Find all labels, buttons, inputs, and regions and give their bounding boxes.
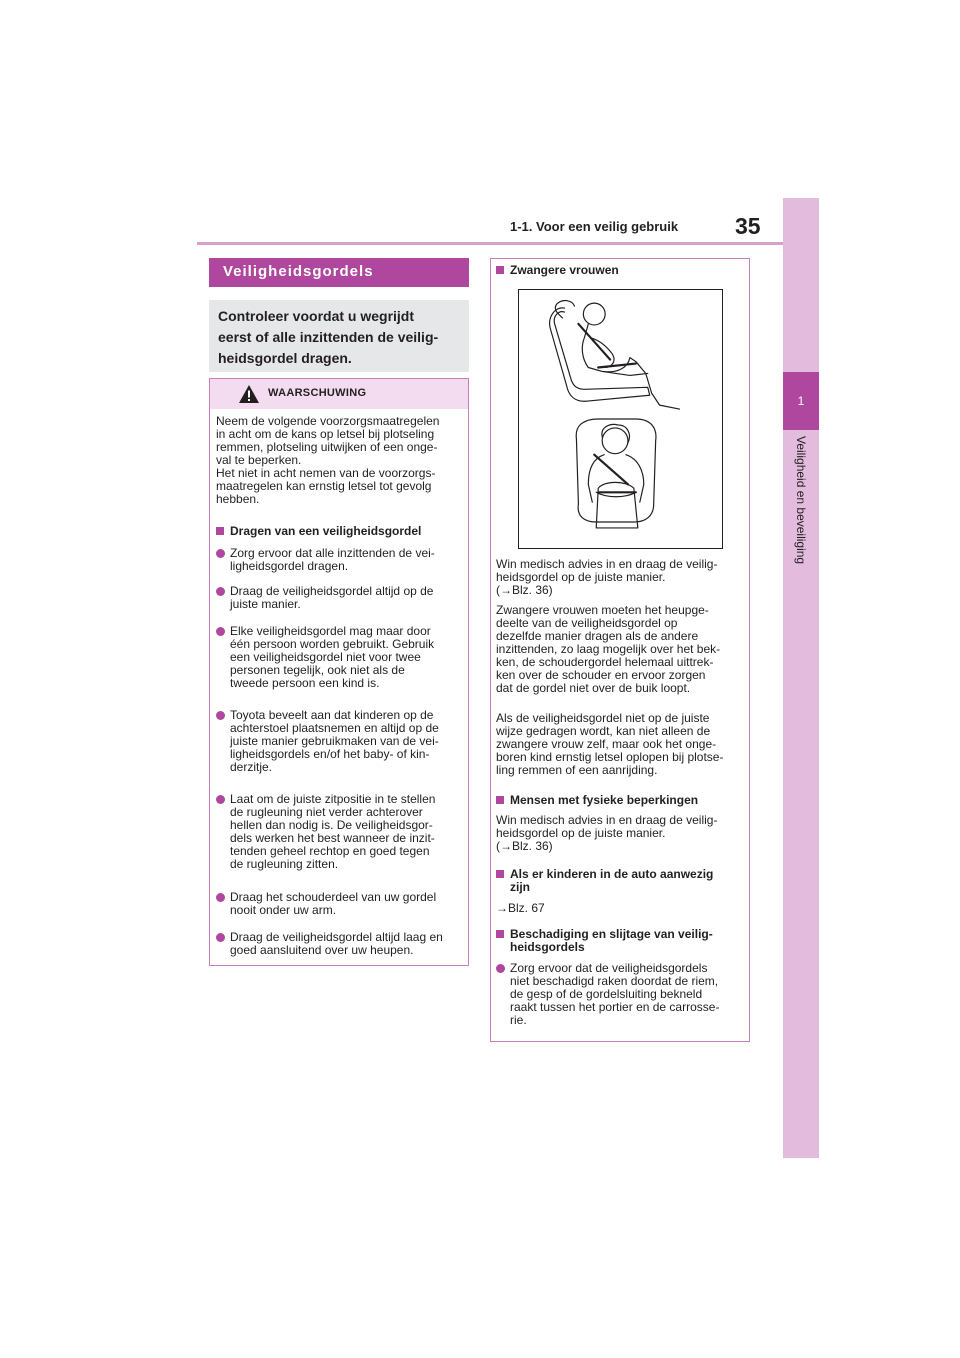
bullet-dot-icon xyxy=(216,711,225,720)
text-line: ligheidsgordel dragen. xyxy=(230,559,349,573)
text-line: personen tegelijk, ook niet als de xyxy=(230,663,405,677)
text-line: ling remmen of een aanrijding. xyxy=(496,763,658,777)
intro-box xyxy=(209,300,469,372)
intro-line: eerst of alle inzittenden de veilig- xyxy=(218,329,439,345)
square-bullet-icon xyxy=(496,796,504,804)
heading-text: heidsgordels xyxy=(510,940,585,954)
warning-intro xyxy=(216,415,466,506)
heading-text: zijn xyxy=(510,880,530,894)
header-rule xyxy=(197,242,783,245)
text-line: Neem de volgende voorzorgsmaatregelen xyxy=(216,414,440,428)
text-line: ken, de schoudergordel helemaal uittrek- xyxy=(496,655,714,669)
heading-text: Mensen met fysieke beperkingen xyxy=(510,793,699,807)
text-line: Zorg ervoor dat alle inzittenden de vei- xyxy=(230,546,435,560)
text-line: hellen dan nodig is. De veiligheidsgor- xyxy=(230,818,433,832)
warning-bullet xyxy=(216,931,466,957)
chapter-label-text: Veiligheid en beveiliging xyxy=(794,436,808,565)
heading-text: Beschadiging en slijtage van veilig- xyxy=(510,927,713,941)
text-line: nooit onder uw arm. xyxy=(230,903,337,917)
text-line: inzittenden, zo laag mogelijk over het bek- xyxy=(496,642,721,656)
bullet-dot-icon xyxy=(216,627,225,636)
chapter-number-tab[interactable]: 1 xyxy=(783,372,819,430)
heading-text: Als er kinderen in de auto aanwezig xyxy=(510,867,714,881)
warning-title: WAARSCHUWING xyxy=(268,387,367,399)
text-line: Het niet in acht nemen van de voorzorgs- xyxy=(216,466,436,480)
warning-bullet xyxy=(216,585,466,611)
intro-line: Controleer voordat u wegrijdt xyxy=(218,308,415,324)
text-line: Draag de veiligheidsgordel altijd op de xyxy=(230,584,434,598)
text-line: Draag het schouderdeel van uw gordel xyxy=(230,890,437,904)
text-line: Elke veiligheidsgordel mag maar door xyxy=(230,624,431,638)
text-line: dezelfde manier dragen als de andere xyxy=(496,629,699,643)
warning-header xyxy=(210,379,468,409)
intro-line: heidsgordel dragen. xyxy=(218,350,352,366)
pregnant-para-2 xyxy=(496,604,746,695)
side-tab xyxy=(783,198,819,1158)
text-line: rie. xyxy=(510,1013,527,1027)
pregnant-para-3 xyxy=(496,712,746,777)
text-line: een veiligheidsgordel niet voor twee xyxy=(230,650,421,664)
text-line: derzitje. xyxy=(230,760,273,774)
text-line: Toyota beveelt aan dat kinderen op de xyxy=(230,708,434,722)
section-heading-text: Veiligheidsgordels xyxy=(223,263,374,280)
text-line: de rugleuning niet verder achterover xyxy=(230,805,423,819)
text-line: Win medisch advies in en draag de veilig- xyxy=(496,813,718,827)
disabled-heading xyxy=(496,794,746,807)
heading-text: Zwangere vrouwen xyxy=(510,263,619,277)
text-line: val te beperken. xyxy=(216,453,302,467)
text-line: de rugleuning zitten. xyxy=(230,857,339,871)
text-line: dels werken het best wanneer de inzit- xyxy=(230,831,435,845)
text-line: Laat om de juiste zitpositie in te stellen xyxy=(230,792,436,806)
chapter-label xyxy=(783,436,819,636)
subheading-text: Dragen van een veiligheidsgordel xyxy=(230,524,422,538)
disabled-para xyxy=(496,814,746,853)
square-bullet-icon xyxy=(496,870,504,878)
text-line: Zorg ervoor dat de veiligheidsgordels xyxy=(510,961,708,975)
text-line: deelte van de veiligheidsgordel op xyxy=(496,616,678,630)
text-line: raakt tussen het portier en de carrosse- xyxy=(510,1000,720,1014)
bullet-dot-icon xyxy=(216,933,225,942)
warning-bullet xyxy=(216,793,466,871)
text-line: Als de veiligheidsgordel niet op de juiste xyxy=(496,711,710,725)
damage-bullet xyxy=(496,962,746,1027)
text-line: in acht om de kans op letsel bij plotseling xyxy=(216,427,435,441)
text-line: achterstoel plaatsnemen en altijd op de xyxy=(230,721,439,735)
text-line: heidsgordel op de juiste manier. xyxy=(496,826,666,840)
bullet-dot-icon xyxy=(496,964,505,973)
text-line: de gesp of de gordelsluiting bekneld xyxy=(510,987,703,1001)
warning-bullet xyxy=(216,547,466,573)
page-link[interactable]: (→Blz. 36) xyxy=(496,583,553,597)
pregnant-heading xyxy=(496,264,746,277)
pregnant-seatbelt-illustration xyxy=(518,289,723,549)
warning-subheading xyxy=(216,525,466,538)
warning-bullet xyxy=(216,625,466,690)
text-line: Draag de veiligheidsgordel altijd laag en xyxy=(230,930,443,944)
text-line: boren kind ernstig letsel oplopen bij plotse- xyxy=(496,750,724,764)
warning-box xyxy=(209,378,469,966)
text-line: heidsgordel op de juiste manier. xyxy=(496,570,666,584)
page-link[interactable]: (→Blz. 36) xyxy=(496,839,553,853)
text-line: ken over de schouder en ervoor zorgen xyxy=(496,668,706,682)
text-line: hebben. xyxy=(216,492,260,506)
text-line: zwangere vrouw zelf, maar ook het onge- xyxy=(496,737,717,751)
bullet-dot-icon xyxy=(216,893,225,902)
page-number: 35 xyxy=(735,213,761,239)
text-line: tweede persoon een kind is. xyxy=(230,676,380,690)
bullet-dot-icon xyxy=(216,549,225,558)
square-bullet-icon xyxy=(216,527,224,535)
damage-heading xyxy=(496,928,746,954)
pregnant-para-1 xyxy=(496,558,746,597)
text-line: dat de gordel niet over de buik loopt. xyxy=(496,681,691,695)
warning-bullet xyxy=(216,891,466,917)
text-line: wijze gedragen wordt, kan niet alleen de xyxy=(496,724,711,738)
warning-triangle-icon xyxy=(238,384,260,404)
text-line: niet beschadigd raken doordat de riem, xyxy=(510,974,719,988)
children-heading xyxy=(496,868,746,894)
square-bullet-icon xyxy=(496,266,504,274)
text-line: juiste manier gebruikmaken van de vei- xyxy=(230,734,439,748)
text-line: juiste manier. xyxy=(230,597,301,611)
bullet-dot-icon xyxy=(216,587,225,596)
bullet-dot-icon xyxy=(216,795,225,804)
text-line: Win medisch advies in en draag de veilig- xyxy=(496,557,718,571)
section-heading xyxy=(209,258,469,287)
text-line: remmen, plotseling uitwijken of een onge- xyxy=(216,440,438,454)
section-title: 1-1. Voor een veilig gebruik xyxy=(510,219,679,234)
text-line: Zwangere vrouwen moeten het heupge- xyxy=(496,603,709,617)
text-line: goed aansluitend over uw heupen. xyxy=(230,943,414,957)
children-ref[interactable]: →Blz. 67 xyxy=(496,901,545,915)
text-line: ligheidsgordels en/of het baby- of kin- xyxy=(230,747,430,761)
text-line: tenden geheel rechtop en goed tegen xyxy=(230,844,430,858)
text-line: één persoon worden gebruikt. Gebruik xyxy=(230,637,435,651)
square-bullet-icon xyxy=(496,930,504,938)
text-line: maatregelen kan ernstig letsel tot gevolg xyxy=(216,479,432,493)
warning-bullet xyxy=(216,709,466,774)
